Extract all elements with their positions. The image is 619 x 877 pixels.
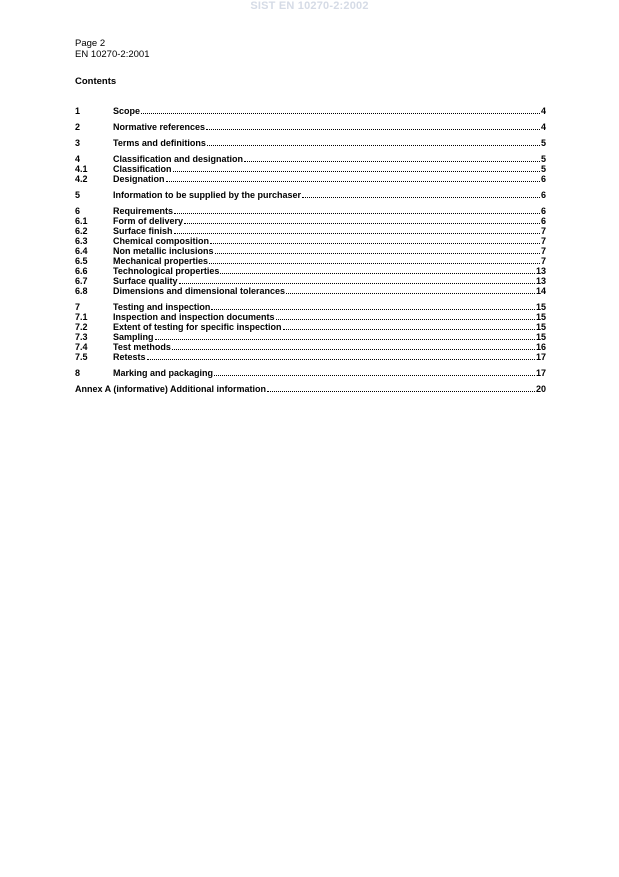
toc-entry[interactable]	[75, 122, 546, 132]
toc-group	[75, 368, 546, 378]
toc-entry[interactable]	[75, 174, 546, 184]
toc-entry-number: 6.2	[75, 226, 88, 236]
toc-entry-number: 6.7	[75, 276, 88, 286]
toc-entry-title: Terms and definitions	[113, 138, 206, 148]
toc-entry-page: 4	[540, 106, 546, 116]
toc-entry-number: 7.4	[75, 342, 88, 352]
toc-entry-number: 6.3	[75, 236, 88, 246]
toc-entry-page: 17	[535, 368, 546, 378]
toc-group	[75, 122, 546, 132]
toc-group	[75, 154, 546, 184]
toc-entry-number: 6.6	[75, 266, 88, 276]
toc-leader-dots	[155, 332, 535, 340]
toc-entry-page: 7	[540, 226, 546, 236]
toc-entry-page: 6	[540, 190, 546, 200]
toc-group	[75, 302, 546, 362]
toc-entry-page: 6	[540, 216, 546, 226]
toc-entry-title: Chemical composition	[113, 236, 210, 246]
toc-entry-title: Classification	[113, 164, 172, 174]
toc-leader-dots	[215, 246, 540, 254]
toc-entry-page: 6	[540, 174, 546, 184]
toc-entry-title: Annex A (informative) Additional information	[75, 384, 266, 394]
toc-entry-page: 7	[540, 256, 546, 266]
toc-entry[interactable]	[75, 138, 546, 148]
toc-entry[interactable]	[75, 286, 546, 296]
toc-leader-dots	[267, 384, 535, 392]
toc-entry-page: 6	[540, 206, 546, 216]
toc-entry-page: 13	[535, 266, 546, 276]
toc-entry-number: 7	[75, 302, 81, 312]
toc-leader-dots	[179, 276, 535, 284]
toc-entry-title: Classification and designation	[113, 154, 244, 164]
toc-entry[interactable]	[75, 236, 546, 246]
toc-entry-page: 5	[540, 164, 546, 174]
toc-leader-dots	[184, 216, 540, 224]
toc-entry-number: 7.1	[75, 312, 88, 322]
toc-entry-number: 4	[75, 154, 81, 164]
toc-entry-page: 20	[535, 384, 546, 394]
toc-leader-dots	[220, 266, 535, 274]
toc-leader-dots	[244, 154, 540, 162]
toc-entry-number: 4.2	[75, 174, 88, 184]
toc-entry-title: Designation	[113, 174, 165, 184]
toc-entry-title: Testing and inspection	[113, 302, 211, 312]
toc-entry-number: 3	[75, 138, 81, 148]
toc-leader-dots	[286, 286, 535, 294]
toc-entry[interactable]	[75, 190, 546, 200]
toc-leader-dots	[211, 302, 535, 310]
toc-entry-title: Retests	[113, 352, 146, 362]
toc-entry-page: 15	[535, 332, 546, 342]
toc-entry-number: 2	[75, 122, 81, 132]
toc-entry-number: 6.5	[75, 256, 88, 266]
toc-entry-number: 6.1	[75, 216, 88, 226]
toc-entry-page: 15	[535, 322, 546, 332]
toc-entry[interactable]	[75, 322, 546, 332]
contents-title: Contents	[75, 76, 117, 87]
toc-entry-title: Requirements	[113, 206, 174, 216]
toc-entry-title: Dimensions and dimensional tolerances	[113, 286, 286, 296]
toc-entry-title: Inspection and inspection documents	[113, 312, 275, 322]
toc-leader-dots	[210, 236, 540, 244]
toc-leader-dots	[172, 342, 535, 350]
toc-entry[interactable]	[75, 246, 546, 256]
toc-entry-title: Information to be supplied by the purchaser	[113, 190, 302, 200]
toc-entry-title: Extent of testing for specific inspection	[113, 322, 282, 332]
toc-entry-page: 16	[535, 342, 546, 352]
toc-leader-dots	[141, 106, 540, 114]
toc-entry-title: Normative references	[113, 122, 206, 132]
toc-leader-dots	[209, 256, 540, 264]
toc-entry-number: 1	[75, 106, 81, 116]
toc-entry-title: Form of delivery	[113, 216, 184, 226]
toc-entry-page: 5	[540, 154, 546, 164]
toc-entry-title: Surface quality	[113, 276, 178, 286]
toc-group	[75, 106, 546, 116]
toc-leader-dots	[174, 206, 540, 214]
page-number: Page 2	[75, 38, 106, 49]
toc-entry[interactable]	[75, 368, 546, 378]
toc-entry[interactable]	[75, 276, 546, 286]
toc-entry[interactable]	[75, 332, 546, 342]
toc-leader-dots	[302, 190, 540, 198]
toc-entry-title: Technological properties	[113, 266, 220, 276]
toc-entry[interactable]	[75, 256, 546, 266]
toc-entry[interactable]	[75, 164, 546, 174]
toc-entry-title: Surface finish	[113, 226, 173, 236]
toc-entry[interactable]	[75, 226, 546, 236]
watermark: SIST EN 10270-2:2002	[250, 0, 369, 12]
toc-entry-page: 14	[535, 286, 546, 296]
toc-entry-number: 6.4	[75, 246, 88, 256]
toc-entry-page: 4	[540, 122, 546, 132]
toc-leader-dots	[166, 174, 540, 182]
toc-entry[interactable]	[75, 216, 546, 226]
toc-leader-dots	[173, 164, 540, 172]
toc-entry-title: Mechanical properties	[113, 256, 209, 266]
toc-entry-page: 7	[540, 236, 546, 246]
toc-group	[75, 384, 546, 394]
table-of-contents	[75, 106, 546, 400]
toc-entry-number: 7.5	[75, 352, 88, 362]
toc-entry-title: Non metallic inclusions	[113, 246, 214, 256]
toc-leader-dots	[283, 322, 535, 330]
toc-entry[interactable]	[75, 384, 546, 394]
toc-entry-page: 5	[540, 138, 546, 148]
toc-entry-number: 6	[75, 206, 81, 216]
toc-entry-number: 7.3	[75, 332, 88, 342]
toc-leader-dots	[276, 312, 535, 320]
toc-entry[interactable]	[75, 154, 546, 164]
toc-entry-page: 17	[535, 352, 546, 362]
toc-entry-title: Test methods	[113, 342, 171, 352]
toc-entry-page: 7	[540, 246, 546, 256]
toc-leader-dots	[214, 368, 535, 376]
toc-entry-title: Sampling	[113, 332, 154, 342]
toc-entry-number: 8	[75, 368, 81, 378]
toc-leader-dots	[206, 122, 540, 130]
toc-entry-title: Scope	[113, 106, 141, 116]
toc-entry[interactable]	[75, 312, 546, 322]
toc-entry-page: 15	[535, 312, 546, 322]
toc-leader-dots	[147, 352, 535, 360]
toc-entry-page: 13	[535, 276, 546, 286]
toc-group	[75, 138, 546, 148]
standard-id: EN 10270-2:2001	[75, 49, 150, 60]
toc-entry-title: Marking and packaging	[113, 368, 214, 378]
toc-entry-page: 15	[535, 302, 546, 312]
toc-leader-dots	[174, 226, 540, 234]
toc-entry-number: 6.8	[75, 286, 88, 296]
toc-entry[interactable]	[75, 266, 546, 276]
toc-leader-dots	[207, 138, 540, 146]
toc-entry[interactable]	[75, 342, 546, 352]
toc-group	[75, 190, 546, 200]
toc-entry-number: 7.2	[75, 322, 88, 332]
page-header	[75, 38, 149, 60]
toc-entry[interactable]	[75, 302, 546, 312]
toc-entry-number: 5	[75, 190, 81, 200]
toc-entry[interactable]	[75, 206, 546, 216]
toc-entry-number: 4.1	[75, 164, 88, 174]
toc-entry[interactable]	[75, 106, 546, 116]
toc-group	[75, 206, 546, 296]
toc-entry[interactable]	[75, 352, 546, 362]
